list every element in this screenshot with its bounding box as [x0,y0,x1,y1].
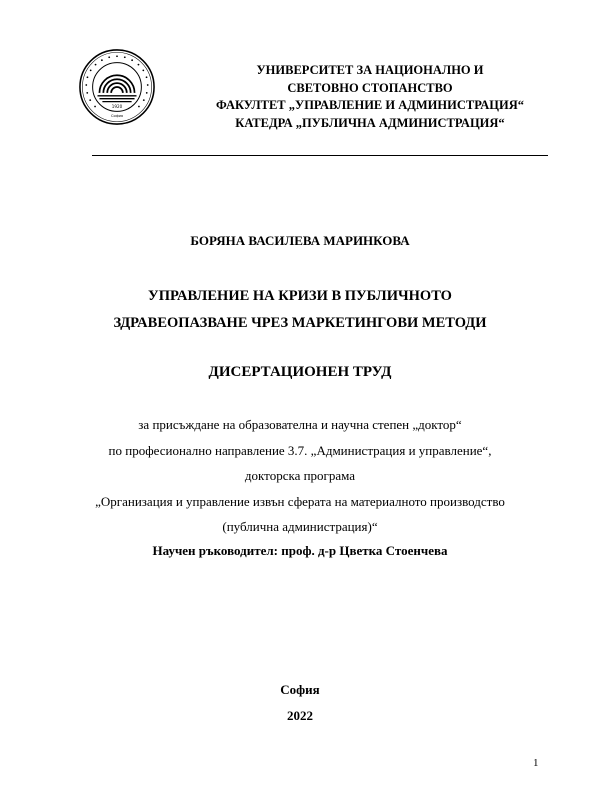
degree-line1: за присъждане на образователна и научна степен „доктор“ [138,417,462,432]
year: 2022 [287,708,313,723]
degree-line5: (публична администрация)“ [222,519,378,534]
university-name-line1: УНИВЕРСИТЕТ ЗА НАЦИОНАЛНО И [256,63,484,77]
degree-description [0,412,600,540]
institution-header [160,62,580,132]
faculty-name: ФАКУЛТЕТ „УПРАВЛЕНИЕ И АДМИНИСТРАЦИЯ“ [216,98,524,112]
title-line1: УПРАВЛЕНИЕ НА КРИЗИ В ПУБЛИЧНОТО [148,288,452,304]
page-number: 1 [533,757,539,769]
degree-line2: по професионално направление 3.7. „Администрация и управление“, [108,442,492,458]
university-name-line2: СВЕТОВНО СТОПАНСТВО [287,80,453,95]
city: София [280,682,320,697]
degree-line4: „Организация и управление извън сферата на материалното производство [95,493,505,509]
header-divider [92,155,548,156]
title-line2: ЗДРАВЕОПАЗВАНЕ ЧРЕЗ МАРКЕТИНГОВИ МЕТОДИ [113,315,487,331]
department-name: КАТЕДРА „ПУБЛИЧНА АДМИНИСТРАЦИЯ“ [235,115,505,130]
svg-text:София: София [111,114,123,119]
author-name: БОРЯНА ВАСИЛЕВА МАРИНКОВА [190,233,410,248]
svg-text:1920: 1920 [111,103,123,109]
university-seal-logo [78,48,156,126]
scientific-supervisor: Научен ръководител: проф. д-р Цветка Стоенчева [152,543,448,558]
degree-line3: докторска програма [244,468,356,483]
dissertation-title [0,283,600,337]
document-type: ДИСЕРТАЦИОНЕН ТРУД [208,364,392,380]
